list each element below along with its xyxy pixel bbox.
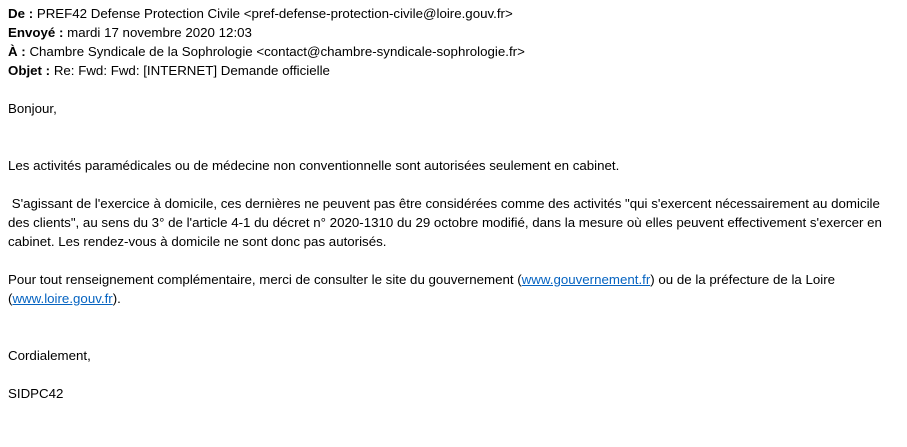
paren-open: ( <box>8 291 13 306</box>
subject-label: Objet : <box>8 63 51 78</box>
to-label: À : <box>8 44 26 59</box>
header-sent <box>8 23 901 42</box>
links-text-end: ) ou de la préfecture de la Loire <box>650 272 836 287</box>
to-value: Chambre Syndicale de la Sophrologie <contact@chambre-syndicale-sophrologie.fr> <box>29 44 525 59</box>
from-label: De : <box>8 6 34 21</box>
subject-value: Re: Fwd: Fwd: [INTERNET] Demande officielle <box>53 63 330 78</box>
header-to <box>8 42 901 61</box>
paragraph-links-line-2 <box>8 289 901 308</box>
header-subject <box>8 61 901 80</box>
paragraph-domicile-line-2: des clients", au sens du 3° de l'article 4-1 du décret n° 2020-1310 du 29 octobre modifié, dans la mesure où elles peuvent effectivement s'exercer en <box>8 215 882 230</box>
links-text-start: Pour tout renseignement complémentaire, merci de consulter le site du gouvernement ( <box>8 272 522 287</box>
link-loire[interactable]: www.loire.gouv.fr <box>12 291 113 306</box>
from-value: PREF42 Defense Protection Civile <pref-defense-protection-civile@loire.gouv.fr> <box>36 6 513 21</box>
sent-label: Envoyé : <box>8 25 64 40</box>
paragraph-domicile-line-3: cabinet. Les rendez-vous à domicile ne sont donc pas autorisés. <box>8 234 387 249</box>
signature: SIDPC42 <box>8 386 64 401</box>
paragraph-cabinet: Les activités paramédicales ou de médecine non conventionnelle sont autorisées seulement en cabinet. <box>8 158 620 173</box>
closing: Cordialement, <box>8 348 91 363</box>
paragraph-links-line-1 <box>8 270 901 289</box>
sent-value: mardi 17 novembre 2020 12:03 <box>67 25 252 40</box>
greeting: Bonjour, <box>8 101 57 116</box>
paragraph-domicile-line-1: S'agissant de l'exercice à domicile, ces dernières ne peuvent pas être considérées comme des activités "qui s'exercent nécessairement au domicile <box>8 196 880 211</box>
paren-close: ). <box>112 291 121 306</box>
link-gouvernement[interactable]: www.gouvernement.fr <box>521 272 651 287</box>
header-from <box>8 4 901 23</box>
